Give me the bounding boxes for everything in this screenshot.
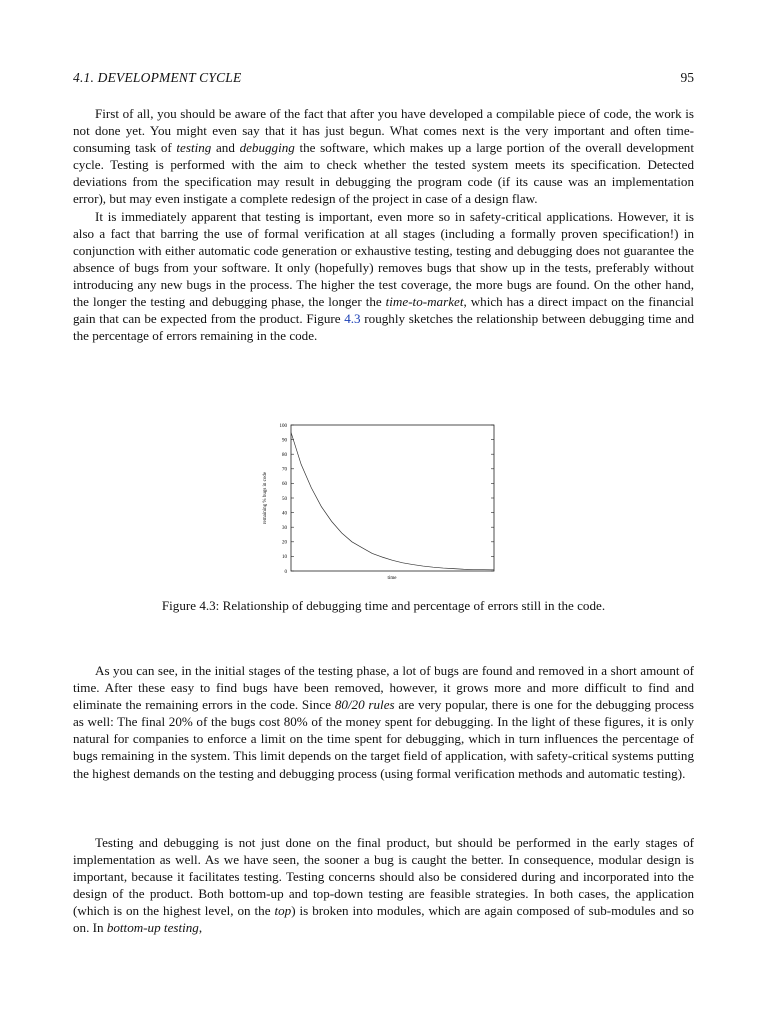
emphasis-top: top xyxy=(274,903,292,919)
figure-caption: Figure 4.3: Relationship of debugging time and percentage of errors still in the code. xyxy=(161,598,606,613)
text-run: As you can see, in the initial stages of the testing phase, a lot of bugs are found and removed in a short amount of time. After these easy to find bugs have been removed, however, it grows more and more difficult to find and eliminate the remaining errors in the code. Since xyxy=(73,663,694,713)
paragraph-modular-testing xyxy=(73,834,694,937)
y-tick-label-40: 40 xyxy=(282,511,287,517)
running-header xyxy=(73,70,694,90)
x-axis-label: time xyxy=(387,576,397,581)
paragraph-testing-intro xyxy=(73,105,694,208)
text-run: , xyxy=(198,920,203,936)
body-text-top xyxy=(73,105,694,344)
y-tick-label-70: 70 xyxy=(282,467,287,473)
text-run: ) is broken into modules, which are again composed of sub-modules and so on. In xyxy=(73,903,694,936)
text-run: roughly sketches the relationship between debugging time and the percentage of errors remaining in the code. xyxy=(73,311,694,344)
y-axis-label: remaining % bugs in code xyxy=(263,471,268,525)
series-line-remaining-bugs xyxy=(291,432,494,570)
y-tick-label-10: 10 xyxy=(282,555,287,561)
emphasis-bottom-up-testing: bottom-up testing xyxy=(106,920,199,936)
text-run: First of all, you should be aware of the fact that after you have developed a compilable piece of code, the work is not done yet. You might even say that it has just begun. What comes next is the very important and often time-consuming task of xyxy=(73,106,694,156)
emphasis-80-20-rules: 80/20 rules xyxy=(334,697,395,713)
section-title: 4.1. DEVELOPMENT CYCLE xyxy=(73,70,242,85)
paragraph-8020-rule xyxy=(73,662,694,782)
y-tick-label-90: 90 xyxy=(282,438,287,444)
plot-frame xyxy=(291,425,494,571)
y-tick-label-0: 0 xyxy=(284,569,287,575)
emphasis-testing: testing xyxy=(176,140,212,156)
text-run: are very popular, there is one for the debugging process as well: The final 20% of the bugs cost 80% of the money spent for debugging. In the light of these figures, it is only natural for companies to enforce a limit on the time spent for debugging, which in turn influences the percentage of bugs remaining in the system. This limit depends on the target field of application, with safety-critical systems putting the highest demands on the testing and debugging process (using formal verification methods and automatic testing). xyxy=(73,697,694,781)
text-run: It is immediately apparent that testing is important, even more so in safety-critical applications. However, it is also a fact that barring the use of formal verification at all stages (including a formally proven specification!) in conjunction with either automatic code generation or exhaustive testing, testing and debugging does not guarantee the absence of bugs from your software. It only (hopefully) removes bugs that show up in the tests, preferably without introducing any new bugs in the process. The higher the test coverage, the more bugs are found. On the other hand, the longer the testing and debugging phase, the longer the xyxy=(73,208,694,310)
y-tick-label-30: 30 xyxy=(282,526,287,531)
emphasis-debugging: debugging xyxy=(239,140,295,156)
text-run: and xyxy=(211,140,240,156)
y-tick-label-50: 50 xyxy=(282,496,287,502)
text-run: Testing and debugging is not just done on the final product, but should be performed in the early stages of implementation as well. As we have seen, the sooner a bug is caught the better. In consequence, modular design is important, because it facilitates testing. Testing concerns should also be considered during and incorporated into the design of the product. Both bottom-up and top-down testing are feasible strategies. In both cases, the application (which is on the highest level, on the xyxy=(73,835,694,919)
body-text-bottom xyxy=(73,834,694,937)
body-text-middle xyxy=(73,662,694,782)
y-tick-label-60: 60 xyxy=(282,482,287,488)
figure-reference-link[interactable]: 4.3 xyxy=(344,311,361,327)
y-tick-label-80: 80 xyxy=(282,453,287,458)
page-number: 95 xyxy=(680,70,694,85)
figure-4-3 xyxy=(73,418,694,588)
y-tick-label-100: 100 xyxy=(279,423,287,429)
y-tick-label-20: 20 xyxy=(282,540,287,546)
text-run: the software, which makes up a large portion of the overall development cycle. Testing is performed with the aim to check whether the tested system meets its specification. Detected deviations from the specification may result in debugging the program code (if its cause was an implementation error), but may even instigate a complete redesign of the project in case of a design flaw. xyxy=(73,140,694,207)
emphasis-time-to-market: time-to-market xyxy=(385,294,464,310)
debugging-chart xyxy=(73,418,694,588)
y-axis-ticks xyxy=(280,424,495,575)
text-run: , which has a direct impact on the financial gain that can be expected from the product. Figure xyxy=(73,294,694,327)
paragraph-testing-importance xyxy=(73,208,694,345)
